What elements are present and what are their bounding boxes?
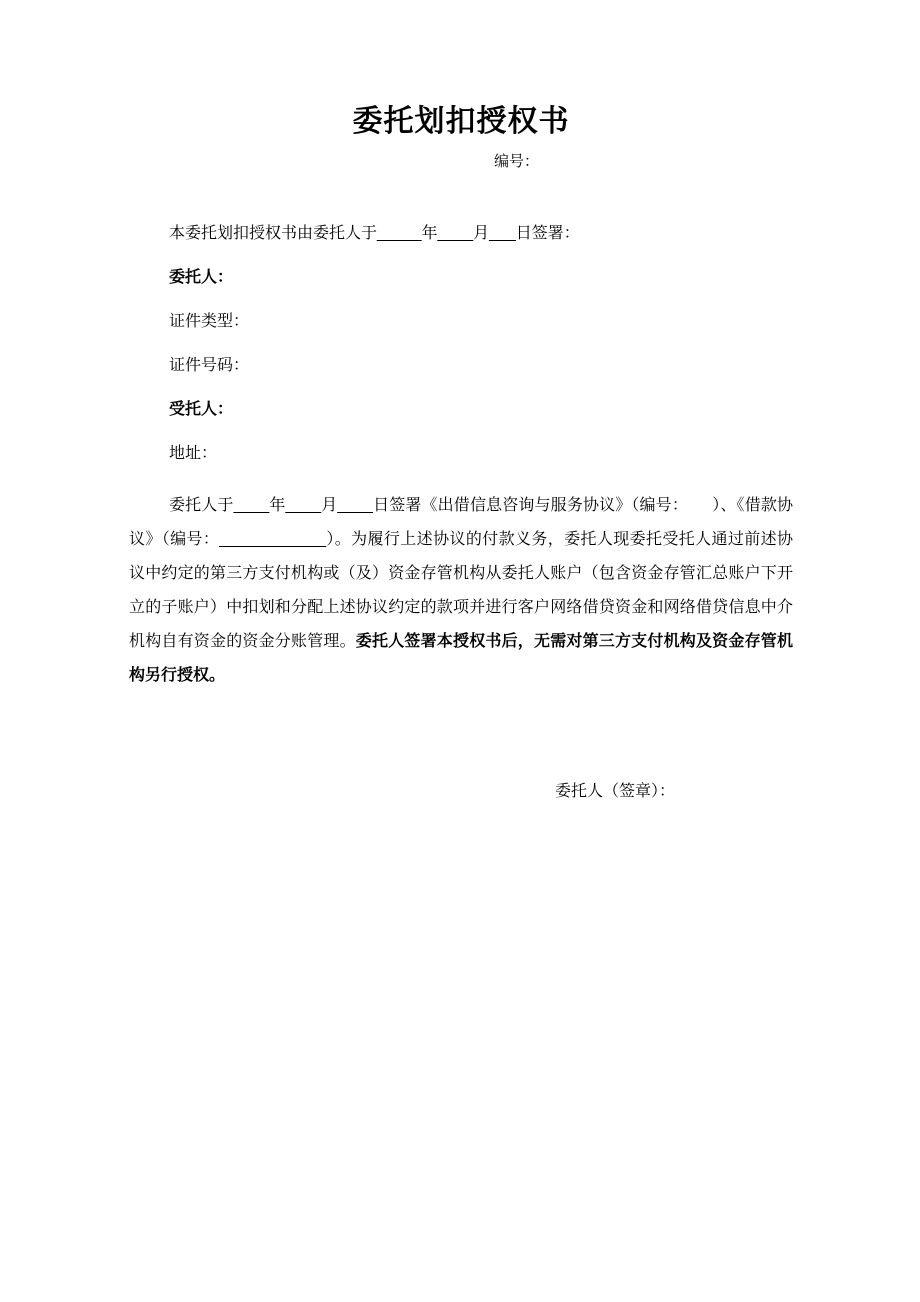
body-paragraph [129, 489, 793, 693]
field-id-number-label: 证件号码： [169, 357, 250, 374]
field-address-label: 地址： [169, 445, 218, 462]
field-trustee-label: 受托人： [169, 401, 234, 418]
intro-line: 本委托划扣授权书由委托人于_____年____月___日签署： [169, 225, 580, 242]
field-principal-label: 委托人： [169, 269, 234, 286]
body-paragraph-bold-text: 委托人签署本授权书后，无需对第三方支付机构及资金存管机构另行授权。 [129, 633, 793, 684]
field-id-type-label: 证件类型： [169, 313, 250, 330]
body-paragraph-regular-text: 委托人于____年____月____日签署《出借信息咨询与服务协议》（编号： ）、《借款协议》（编号：____________）。为履行上述协议的付款义务，委托人现委托受托人通过前述协议中约定的第三方支付机构或（及）资金存管机构从委托人账户（包含资金存管汇总账户下开立的子账户）中扣划和分配上述协议约定的款项并进行客户网络借贷资金和网络借贷信息中介机构自有资金的资金分账管理。 [129, 497, 793, 650]
doc-number-label: 编号： [494, 153, 540, 170]
page-title: 委托划扣授权书 [352, 105, 570, 138]
signature-label: 委托人（签章）： [555, 783, 676, 800]
